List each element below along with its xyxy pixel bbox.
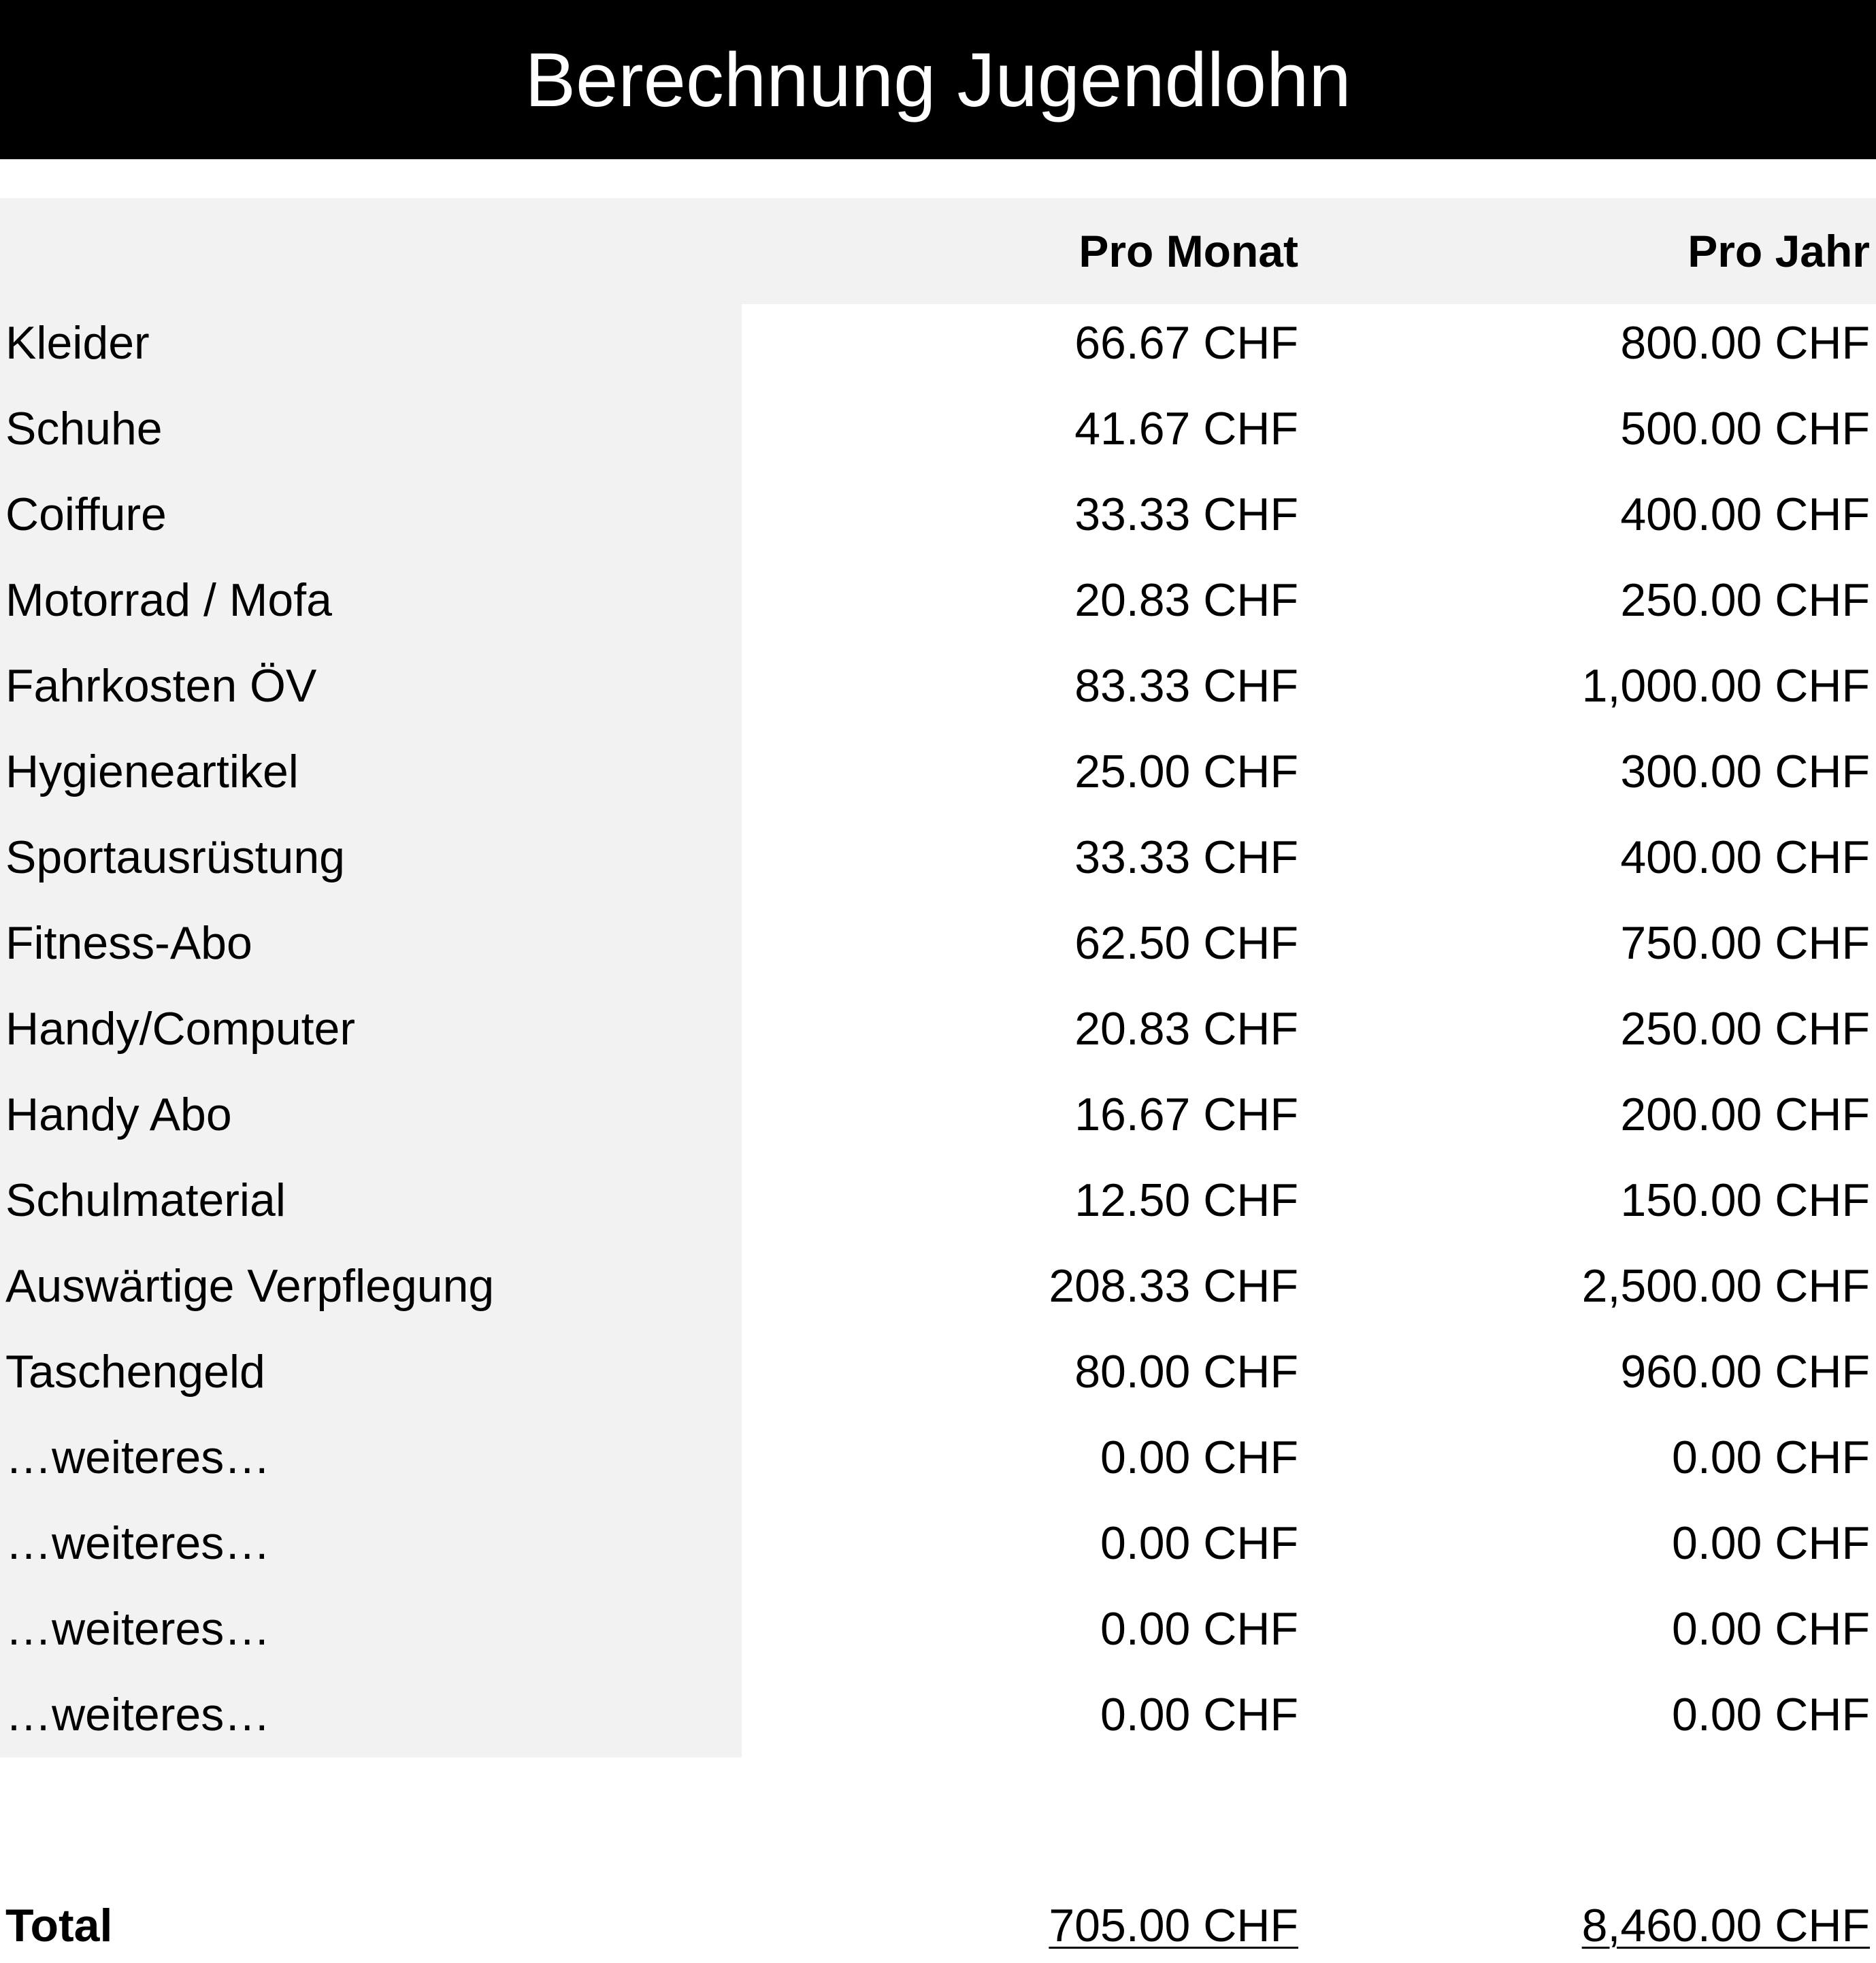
row-year-value: 500.00 CHF <box>1620 403 1870 455</box>
row-month-value: 66.67 CHF <box>1074 317 1298 369</box>
row-month-value: 208.33 CHF <box>1049 1260 1298 1312</box>
row-year-value: 750.00 CHF <box>1620 917 1870 969</box>
row-year-value: 0.00 CHF <box>1672 1689 1870 1741</box>
row-year-value: 1,000.00 CHF <box>1581 660 1870 712</box>
total-label: Total <box>5 1900 113 1951</box>
row-label: Auswärtige Verpflegung <box>5 1260 495 1312</box>
table-row <box>0 386 1876 472</box>
row-year-value: 400.00 CHF <box>1620 831 1870 883</box>
row-month-value: 0.00 CHF <box>1100 1603 1298 1655</box>
row-year-value: 300.00 CHF <box>1620 746 1870 797</box>
row-year-value: 150.00 CHF <box>1620 1174 1870 1226</box>
row-month-value: 80.00 CHF <box>1074 1346 1298 1398</box>
row-year-value: 0.00 CHF <box>1672 1432 1870 1483</box>
row-year-value: 200.00 CHF <box>1620 1089 1870 1140</box>
row-month-value: 33.33 CHF <box>1074 489 1298 540</box>
row-label: …weiteres… <box>5 1432 271 1483</box>
row-label: Hygieneartikel <box>5 746 299 797</box>
table-row <box>0 643 1876 729</box>
row-year-value: 400.00 CHF <box>1620 489 1870 540</box>
total-month-value: 705.00 CHF <box>1049 1900 1298 1951</box>
row-month-value: 16.67 CHF <box>1074 1089 1298 1140</box>
table-row <box>0 814 1876 900</box>
row-month-value: 83.33 CHF <box>1074 660 1298 712</box>
table-row <box>0 900 1876 986</box>
table-row <box>0 557 1876 643</box>
row-label: Fitness-Abo <box>5 917 252 969</box>
table-row <box>0 1415 1876 1500</box>
table-row <box>0 1586 1876 1672</box>
row-label: Taschengeld <box>5 1346 265 1398</box>
row-month-value: 0.00 CHF <box>1100 1689 1298 1741</box>
row-month-value: 62.50 CHF <box>1074 917 1298 969</box>
row-label: …weiteres… <box>5 1603 271 1655</box>
row-month-value: 0.00 CHF <box>1100 1517 1298 1569</box>
table-row <box>0 1157 1876 1243</box>
table-row <box>0 1243 1876 1329</box>
row-year-value: 250.00 CHF <box>1620 574 1870 626</box>
row-year-value: 0.00 CHF <box>1672 1517 1870 1569</box>
table-row <box>0 729 1876 814</box>
row-label: Sportausrüstung <box>5 831 345 883</box>
row-label: Fahrkosten ÖV <box>5 660 317 712</box>
row-year-value: 250.00 CHF <box>1620 1003 1870 1055</box>
row-month-value: 0.00 CHF <box>1100 1432 1298 1483</box>
row-year-value: 2,500.00 CHF <box>1581 1260 1870 1312</box>
table-row <box>0 472 1876 557</box>
table-row <box>0 986 1876 1072</box>
table-row <box>0 1329 1876 1415</box>
table-row <box>0 1500 1876 1586</box>
page-title: Berechnung Jugendlohn <box>0 0 1876 159</box>
row-label: …weiteres… <box>5 1689 271 1741</box>
row-label: Handy Abo <box>5 1089 232 1140</box>
column-header-pro-jahr: Pro Jahr <box>1688 226 1870 276</box>
row-label: Schulmaterial <box>5 1174 286 1226</box>
row-label: Coiffure <box>5 489 167 540</box>
row-label: Schuhe <box>5 403 163 455</box>
total-row <box>0 1888 1876 1963</box>
table-row <box>0 1072 1876 1157</box>
total-year-value: 8,460.00 CHF <box>1581 1900 1870 1951</box>
row-year-value: 960.00 CHF <box>1620 1346 1870 1398</box>
row-month-value: 33.33 CHF <box>1074 831 1298 883</box>
row-year-value: 0.00 CHF <box>1672 1603 1870 1655</box>
row-month-value: 12.50 CHF <box>1074 1174 1298 1226</box>
row-month-value: 20.83 CHF <box>1074 574 1298 626</box>
row-year-value: 800.00 CHF <box>1620 317 1870 369</box>
row-label: Kleider <box>5 317 150 369</box>
table-row <box>0 1672 1876 1758</box>
row-month-value: 20.83 CHF <box>1074 1003 1298 1055</box>
row-month-value: 41.67 CHF <box>1074 403 1298 455</box>
table-row <box>0 300 1876 386</box>
column-header-pro-monat: Pro Monat <box>1079 226 1298 276</box>
row-label: Handy/Computer <box>5 1003 356 1055</box>
row-label: …weiteres… <box>5 1517 271 1569</box>
expense-table <box>0 300 1876 1758</box>
row-label: Motorrad / Mofa <box>5 574 332 626</box>
row-month-value: 25.00 CHF <box>1074 746 1298 797</box>
